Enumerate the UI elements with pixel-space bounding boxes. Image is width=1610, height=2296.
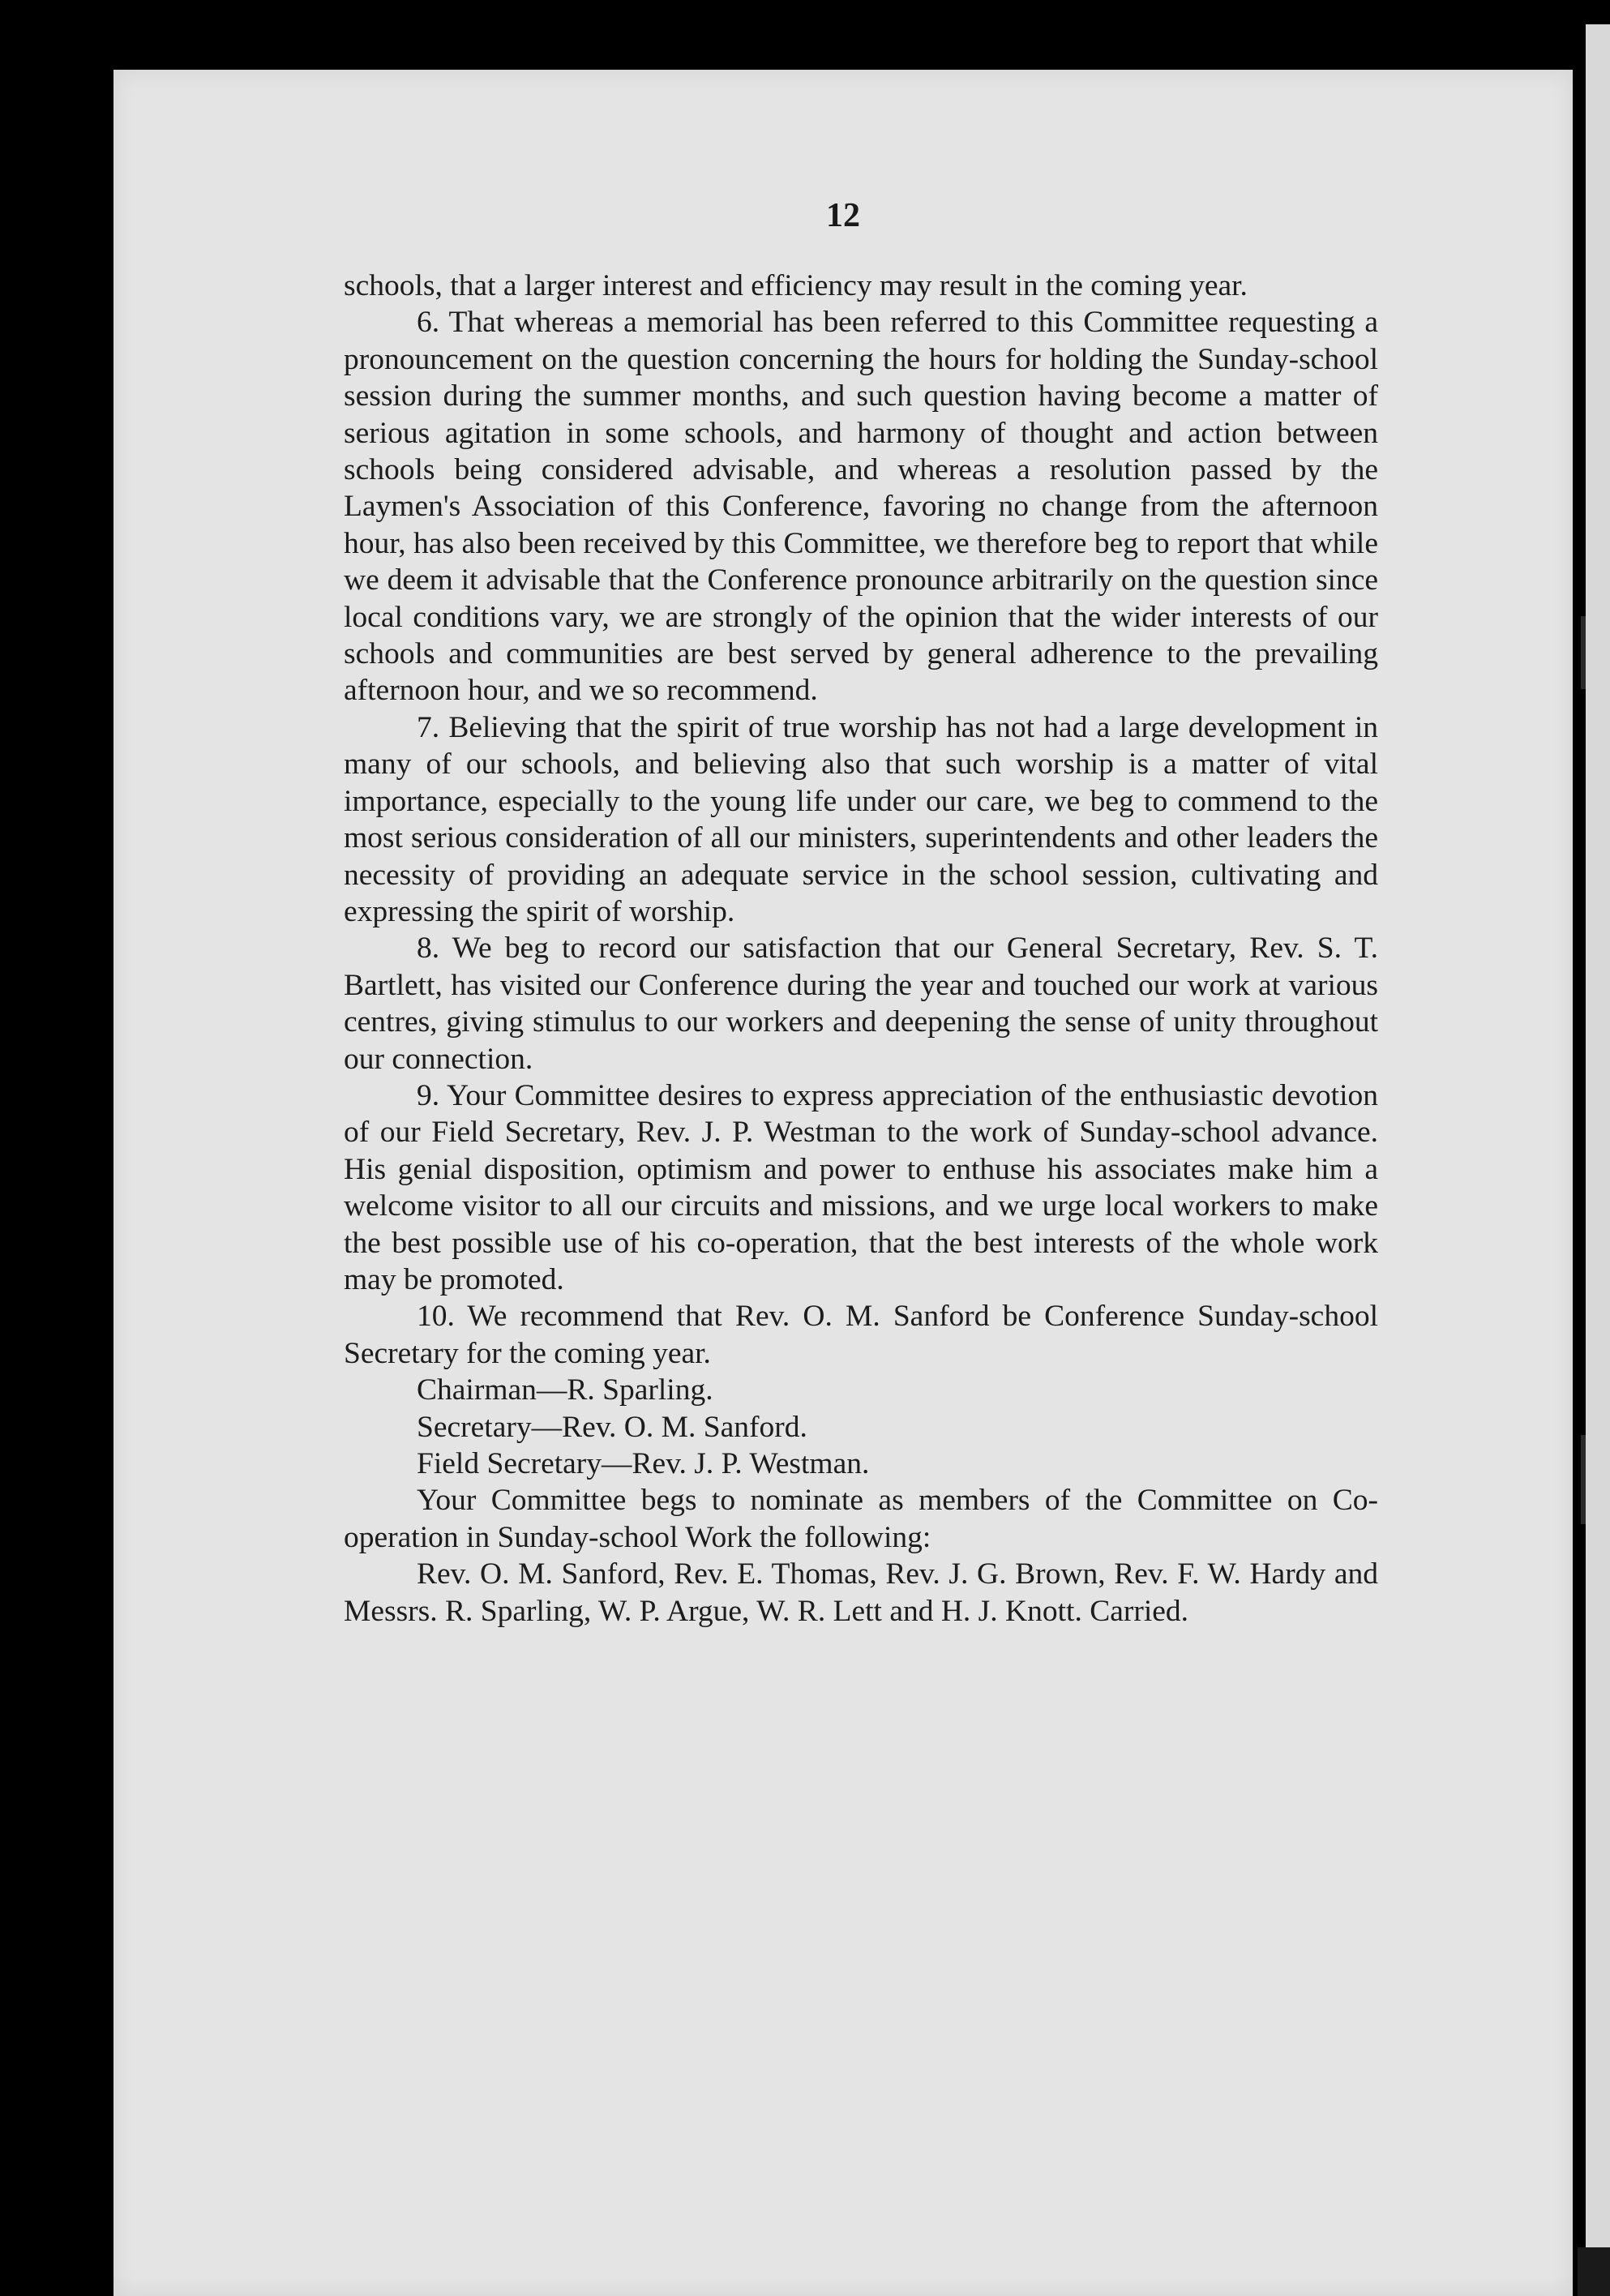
officer-secretary: Secretary—Rev. O. M. Sanford.: [417, 1410, 807, 1444]
paragraph-9: 9. Your Committee desires to express appreciation of the enthusiastic devotion of our Field Secretary, Rev. J. P. Westman to the work of Sunday-school advance. His genial disposition, optimism and power to enthuse his associates make him a welcome visitor to all our circuits and missions, and we urge local workers to make the best possible use of his co-operation, that the best interests of the whole work may be promoted.: [344, 1078, 1378, 1296]
nomination-intro: Your Committee begs to nominate as members of the Committee on Co-operation in Sunday-school Work the following:: [344, 1484, 1378, 1554]
document-page: [113, 70, 1573, 2296]
binding-mark: [1581, 1435, 1586, 1524]
paragraph-7: 7. Believing that the spirit of true worship has not had a large development in many of our schools, and believing also that such worship is a matter of vital importance, especially to the young life under our care, we beg to commend to the most serious consideration of all our ministers, superintendents and other leaders the necessity of providing an adequate service in the school session, cultivating and expressing the spirit of worship.: [344, 710, 1378, 928]
body-text: [344, 268, 1378, 1630]
paragraph-10: 10. We recommend that Rev. O. M. Sanford be Conference Sunday-school Secretary for the coming year.: [344, 1300, 1378, 1370]
nominees-list: Rev. O. M. Sanford, Rev. E. Thomas, Rev. J. G. Brown, Rev. F. W. Hardy and Messrs. R. Sparling, W. P. Argue, W. R. Lett and H. J. Knott. Carried.: [344, 1557, 1378, 1628]
paragraph-continuation: schools, that a larger interest and efficiency may result in the coming year.: [344, 269, 1248, 302]
page-number: 12: [826, 197, 860, 234]
corner-shadow: [1578, 2247, 1610, 2296]
paragraph-6: 6. That whereas a memorial has been referred to this Committee requesting a pronouncement on the question concerning the hours for holding the Sunday-school session during the summer months, and such question having become a matter of serious agitation in some schools, and harmony of thought and action between schools being considered advisable, and whereas a resolution passed by the Laymen's Association of this Conference, favoring no change from the afternoon hour, has also been received by this Committee, we therefore beg to report that while we deem it advisable that the Conference pronounce arbitrarily on the question since local conditions vary, we are strongly of the opinion that the wider interests of our schools and communities are best served by general adherence to the prevailing afternoon hour, and we so recommend.: [344, 306, 1378, 708]
officer-chairman: Chairman—R. Sparling.: [417, 1373, 713, 1407]
paragraph-8: 8. We beg to record our satisfaction that our General Secretary, Rev. S. T. Bartlett, has visited our Conference during the year and touched our work at various centres, giving stimulus to our workers and deepening the sense of unity throughout our connection.: [344, 932, 1378, 1076]
officer-field-secretary: Field Secretary—Rev. J. P. Westman.: [417, 1447, 870, 1480]
binding-mark: [1581, 616, 1586, 689]
adjacent-page-edge: [1586, 24, 1610, 2296]
